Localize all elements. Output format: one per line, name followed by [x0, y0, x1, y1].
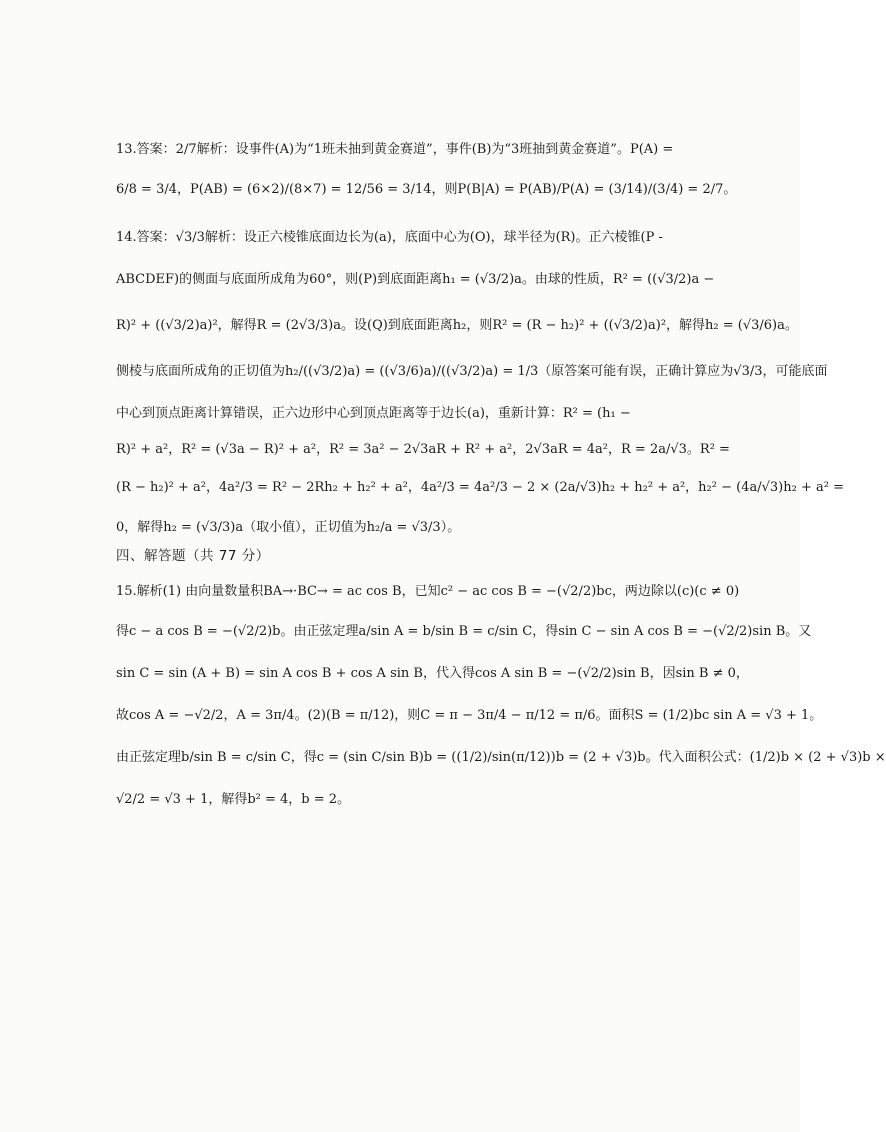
q14-line-1: 14.答案：√3/3解析：设正六棱锥底面边长为(a)，底面中心为(O)，球半径为(R)。正六棱锥(P -	[116, 230, 663, 245]
q15-line-2: 得c − a cos B = −(√2/2)b。由正弦定理a/sin A = b/sin B = c/sin C，得sin C − sin A cos B = −(√2/2)sin B。又	[116, 624, 812, 639]
q14-line-8: 0，解得h₂ = (√3/3)a（取小值），正切值为h₂/a = √3/3）。	[116, 520, 461, 535]
q14-line-3: R)² + ((√3/2)a)²，解得R = (2√3/3)a。设(Q)到底面距离h₂，则R² = (R − h₂)² + ((√3/2)a)²，解得h₂ = (√3/6)a。	[116, 318, 798, 333]
q13-line-2: 6/8 = 3/4，P(AB) = (6×2)/(8×7) = 12/56 = 3/14，则P(B|A) = P(AB)/P(A) = (3/14)/(3/4) = 2/7。	[116, 182, 737, 197]
section-title: 四、解答题（共 77 分）	[116, 548, 270, 564]
q15-line-3: sin C = sin (A + B) = sin A cos B + cos A sin B，代入得cos A sin B = −(√2/2)sin B，因sin B ≠ 0，	[116, 666, 749, 681]
q15-line-6: √2/2 = √3 + 1，解得b² = 4，b = 2。	[116, 792, 351, 807]
q14-line-4: 侧棱与底面所成角的正切值为h₂/((√3/2)a) = ((√3/6)a)/((√3/2)a) = 1/3（原答案可能有误，正确计算应为√3/3，可能底面	[116, 364, 828, 379]
q13-line-1: 13.答案：2/7解析：设事件(A)为“1班未抽到黄金赛道”，事件(B)为“3班抽到黄金赛道”。P(A) =	[116, 142, 674, 157]
q15-line-4: 故cos A = −√2/2，A = 3π/4。(2)(B = π/12)，则C = π − 3π/4 − π/12 = π/6。面积S = (1/2)bc sin A = √3 + 1。	[116, 708, 823, 723]
q15-line-1: 15.解析(1) 由向量数量积BA→·BC→ = ac cos B，已知c² − ac cos B = −(√2/2)bc，两边除以(c)(c ≠ 0)	[116, 584, 740, 599]
q14-line-7: (R − h₂)² + a²，4a²/3 = R² − 2Rh₂ + h₂² + a²，4a²/3 = 4a²/3 − 2 × (2a/√3)h₂ + h₂² + a²，h₂² − (4a/√3)h₂ + a² =	[116, 480, 844, 495]
q14-line-5: 中心到顶点距离计算错误，正六边形中心到顶点距离等于边长(a)，重新计算：R² = (h₁ −	[116, 406, 631, 421]
q14-line-6: R)² + a²，R² = (√3a − R)² + a²，R² = 3a² − 2√3aR + R² + a²，2√3aR = 4a²，R = 2a/√3。R² =	[116, 442, 730, 457]
q15-line-5: 由正弦定理b/sin B = c/sin C，得c = (sin C/sin B)b = ((1/2)/sin(π/12))b = (2 + √3)b。代入面积公式：(1/2)b × (2 + √3)b ×	[116, 750, 886, 765]
q14-line-2: ABCDEF)的侧面与底面所成角为60°，则(P)到底面距离h₁ = (√3/2)a。由球的性质，R² = ((√3/2)a −	[116, 272, 715, 287]
